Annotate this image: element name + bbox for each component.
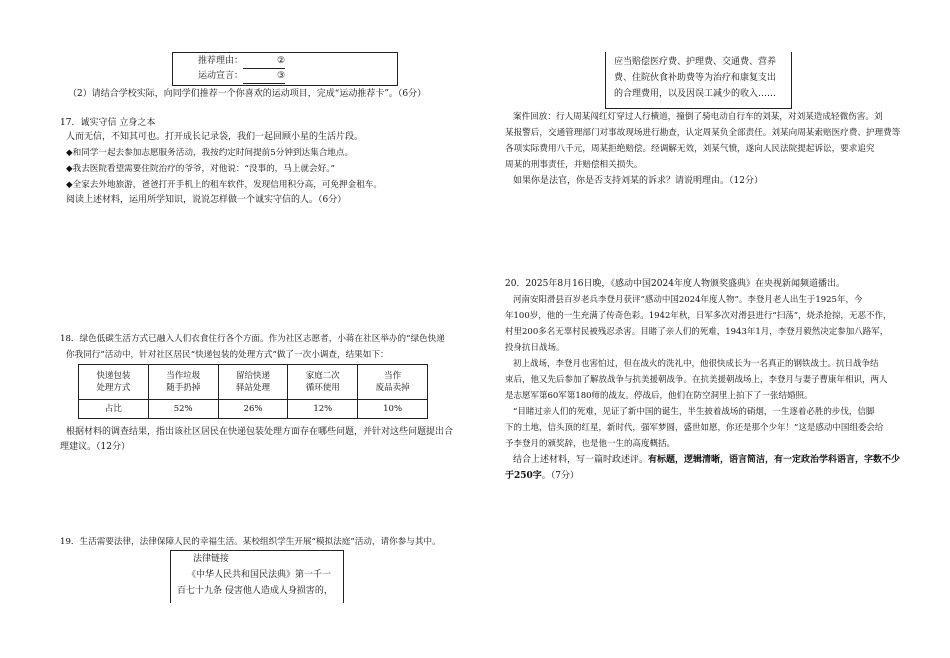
q20-p3-l3: 予李登月的颁奖辞，也是他一生的高度概括。 — [505, 439, 676, 449]
law-right-line-1: 应当赔偿医疗费、护理费、交通费、营养 — [614, 57, 777, 67]
reason-row — [198, 55, 285, 69]
reason-label: 推荐理由： — [198, 56, 244, 66]
q18-question-2: 理建议。（12分） — [60, 442, 130, 452]
row-label: 占比 — [79, 400, 149, 419]
law-title: 法律链接 — [193, 554, 230, 564]
q18-line1: 18．绿色低碳生活方式已融入人们衣食住行各个方面。作为社区志愿者，小蒋在社区举办的“绿色快递 — [60, 334, 445, 344]
reason-blank[interactable]: ② — [243, 55, 285, 69]
q17-item-1: ◆和同学一起去参加志愿服务活动，我按约定时间提前5分钟到达集合地点。 — [66, 148, 354, 158]
law-right-line-3: 的合理费用，以及因误工减少的收入…… — [614, 89, 777, 99]
q17-title: 17．诚实守信 立身之本 — [60, 118, 156, 128]
value-station: 26% — [218, 400, 288, 419]
case-line-1: 案件回放：行人周某闯红灯穿过人行横道，撞倒了骑电动自行车的刘某，对刘某造成轻微伤害。刘 — [513, 112, 883, 122]
slogan-label: 运动宣言： — [198, 71, 244, 81]
header-sell: 当作 废品卖掉 — [358, 365, 428, 400]
q17-item-3: ◆全家去外地旅游，爸爸打开手机上的租车软件，发现信用积分高，可免押金租车。 — [66, 180, 382, 190]
q20-line1: 20．2025年8月16日晚，《感动中国2024年度人物颁奖盛典》在央视新闻频道播出。 — [505, 279, 845, 289]
q20-question-plain: 结合上述材料，写一篇时政述评。 — [513, 455, 649, 465]
case-line-4: 周某的刑事责任，并赔偿相关损失。 — [505, 160, 643, 170]
header-method: 快递包装 处理方式 — [79, 365, 149, 400]
q17-question: 阅读上述材料，运用所学知识，说说怎样做一个诚实守信的人。（6分） — [66, 195, 347, 205]
q17-intro: 人而无信，不知其可也。打开成长记录袋，我们一起回顾小星的生活片段。 — [66, 132, 364, 142]
q20-question-bold-1: 有标题，逻辑清晰，语言简洁，有一定政治学科语言，字数不少 — [648, 455, 901, 465]
survey-value-row — [79, 400, 428, 419]
case-line-2: 某报警后，交通管理部门对事故现场进行勘查，认定周某负全部责任。刘某向周某索赔医疗费、护理费等 — [505, 128, 901, 138]
q20-p1-l4: 投身抗日战场。 — [505, 343, 565, 353]
header-station: 留给快递 驿站处理 — [218, 365, 288, 400]
value-trash: 52% — [148, 400, 218, 419]
law-left-line-2: 百七十九条 侵害他人造成人身损害的， — [177, 586, 333, 596]
law-right-line-2: 费、住院伙食补助费等为治疗和康复支出 — [614, 73, 777, 83]
q20-p2-l2: 束后，他又先后参加了解放战争与抗美援朝战争。在抗美援朝战场上，李登月与妻子曹康年相识，两人 — [505, 375, 888, 385]
q20-p1-l1: 河南安阳滑县百岁老兵李登月获评“感动中国2024年度人物”。李登月老人出生于1925年，今 — [513, 295, 863, 305]
q20-question-line-2 — [505, 470, 579, 483]
law-link-box-left — [170, 550, 344, 603]
sport-recommend-card — [172, 52, 398, 86]
q20-question-tail: 。（7分） — [541, 471, 580, 481]
slogan-blank[interactable]: ③ — [243, 70, 285, 84]
q20-question-line-1 — [513, 454, 900, 467]
q20-p3-l1: “目睹过亲人们的死难，见证了新中国的诞生，半生披着战场的硝烟，一生逐着必胜的步伐，信脚 — [513, 407, 875, 417]
value-reuse: 12% — [288, 400, 358, 419]
survey-header-row — [79, 365, 428, 400]
q20-p2-l3: 是志愿军第60军第180师的战友。停战后，他们在防空洞里上拍下了一张结婚照。 — [505, 391, 813, 401]
survey-table — [78, 364, 428, 419]
q20-p1-l2: 年100岁，他的一生充满了传奇色彩。1942年秋，日军多次对滑县进行“扫荡”，烧杀抢掠，无恶不作， — [505, 311, 892, 321]
q19-line1: 19．生活需要法律，法律保障人民的幸福生活。某校组织学生开展“模拟法庭”活动，请你参与其中。 — [60, 537, 441, 547]
header-reuse: 家庭二次 循环使用 — [288, 365, 358, 400]
q18-line2: 你我同行”活动中，针对社区居民“快递包装的处理方式”做了一次小调查，结果如下： — [66, 350, 389, 360]
q17-item-2: ◆我去医院看望需要住院治疗的爷爷，对他说：“没事的，马上就会好。” — [66, 164, 335, 174]
law-left-line-1: 《中华人民共和国民法典》第一千一 — [187, 570, 332, 580]
value-sell: 10% — [358, 400, 428, 419]
q20-question-bold-2: 于250字 — [505, 471, 542, 481]
q20-p2-l1: 初上战场，李登月也害怕过，但在战火的洗礼中，他很快成长为一名真正的钢铁战士。抗日战争结 — [513, 359, 879, 369]
q16-part2: （2）请结合学校实际，向同学们推荐一个你喜欢的运动项目，完成“运动推荐卡”。（6分） — [68, 89, 427, 99]
header-trash: 当作垃圾 随手扔掉 — [148, 365, 218, 400]
q18-question-1: 根据材料的调查结果，指出该社区居民在快递包装处理方面存在哪些问题，并针对这些问题提出合 — [66, 427, 454, 437]
slogan-row — [198, 70, 285, 84]
q19-question: 如果你是法官，你是否支持刘某的诉求？请说明理由。（12分） — [513, 176, 763, 186]
case-line-3: 各项实际费用八千元，周某拒绝赔偿。经调解无效，刘某气愤，遂向人民法院提起诉讼，要求追究 — [505, 144, 875, 154]
q20-p3-l2: 下的土地，信头顶的红星，新时代，强军梦圆，盛世如愿，你还是那个少年！”这是感动中国组委会给 — [505, 423, 884, 433]
q20-p1-l3: 村里200多名无辜村民被残忍杀害。目睹了亲人们的死难，1943年1月，李登月毅然决定参加八路军， — [505, 327, 889, 337]
law-link-box-right — [605, 52, 792, 109]
